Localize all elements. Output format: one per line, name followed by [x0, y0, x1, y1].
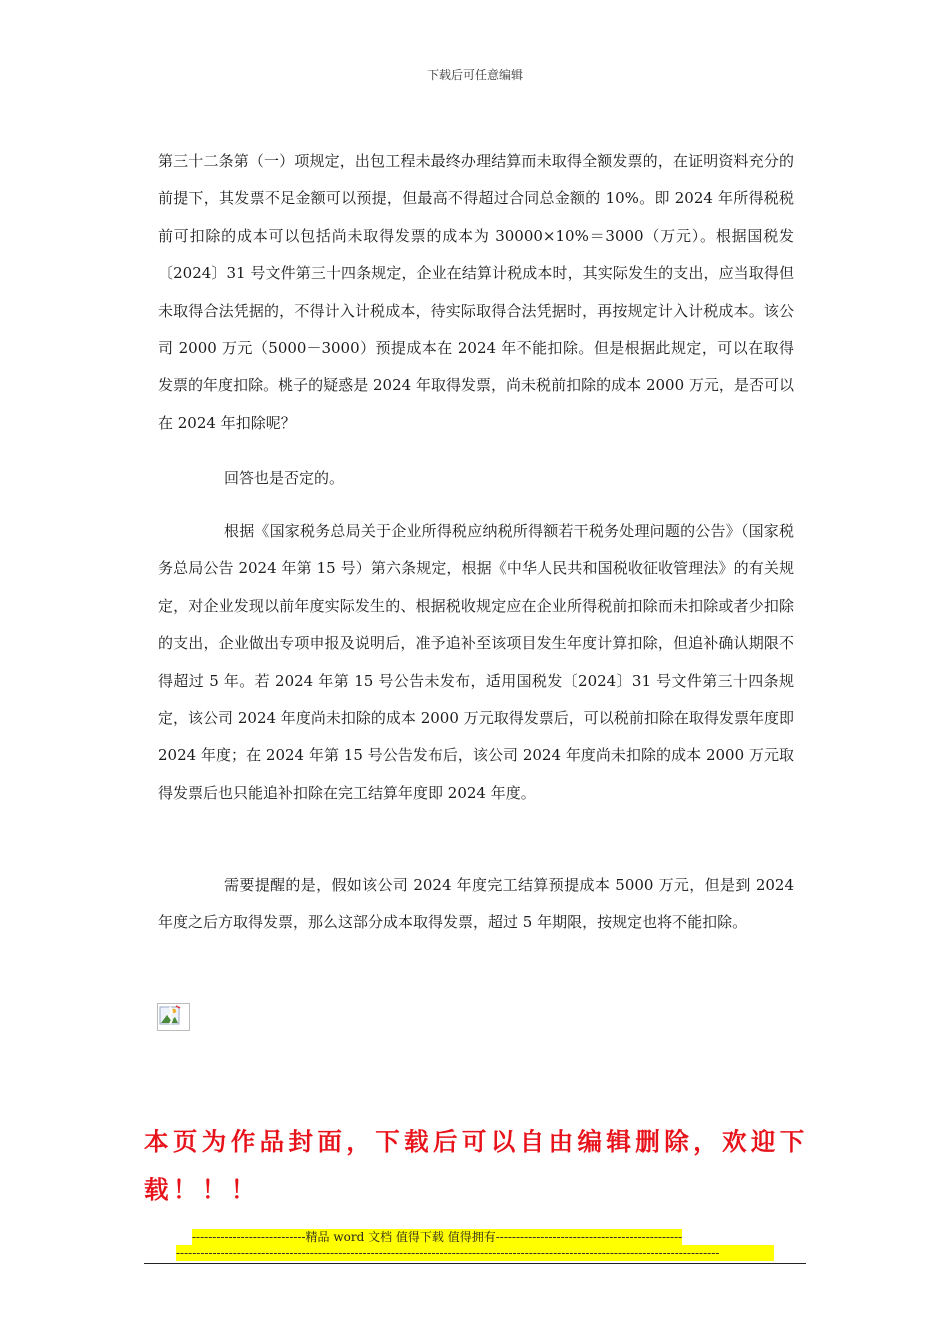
broken-image-icon — [157, 1003, 190, 1031]
paragraph-1-text: 第三十二条第（一）项规定，出包工程未最终办理结算而未取得全额发票的，在证明资料充分的前提下，其发票不足金额可以预提，但最高不得超过合同总金额的 10%。即 2024 年所得税税前可扣除的成本可以包括尚未取得发票的成本为 30000×10%＝3000（万元）。根据国税发〔2024〕31 号文件第三十四条规定，企业在结算计税成本时，其实际发生的支出，应当取得但未取得合法凭据的，不得计入计税成本，待实际取得合法凭据时，再按规定计入计税成本。该公司 2000 万元（5000－3000）预提成本在 2024 年不能扣除。但是根据此规定，可以在取得发票的年度扣除。桃子的疑惑是 2024 年取得发票，尚未税前扣除的成本 2000 万元，是否可以在 2024 年扣除呢？ — [158, 152, 794, 432]
paragraph-4 — [158, 867, 794, 942]
paragraph-3 — [158, 513, 794, 812]
paragraph-3-text: 根据《国家税务总局关于企业所得税应纳税所得额若干税务处理问题的公告》（国家税务总局公告 2024 年第 15 号）第六条规定，根据《中华人民共和国税收征收管理法》的有关规定，对企业发现以前年度实际发生的、根据税收规定应在企业所得税前扣除而未扣除或者少扣除的支出，企业做出专项申报及说明后，准予追补至该项目发生年度计算扣除，但追补确认期限不得超过 5 年。若 2024 年第 15 号公告未发布，适用国税发〔2024〕31 号文件第三十四条规定，该公司 2024 年度尚未扣除的成本 2000 万元取得发票后，可以税前扣除在取得发票年度即 2024 年度；在 2024 年第 15 号公告发布后，该公司 2024 年度尚未扣除的成本 2000 万元取得发票后也只能追补扣除在完工结算年度即 2024 年度。 — [158, 522, 794, 802]
paragraph-2-text: 回答也是否定的。 — [224, 469, 345, 487]
cover-note: 本页为作品封面，下载后可以自由编辑删除，欢迎下载！！！ — [144, 1127, 809, 1204]
footer-rule — [144, 1263, 806, 1264]
paragraph-1 — [158, 143, 794, 442]
page-header: 下载后可任意编辑 — [426, 68, 523, 82]
paragraph-2 — [158, 460, 794, 497]
banner-line-2: -------------------------------------------------------------------------------------------------------------------------------------- — [176, 1245, 774, 1261]
banner-line-1: ----------------------------精品 word 文档 值得下载 值得拥有---------------------------------------------- — [192, 1230, 683, 1244]
paragraph-4-text: 需要提醒的是，假如该公司 2024 年度完工结算预提成本 5000 万元，但是到 2024 年度之后方取得发票，那么这部分成本取得发票，超过 5 年期限，按规定也将不能扣除。 — [158, 876, 794, 932]
